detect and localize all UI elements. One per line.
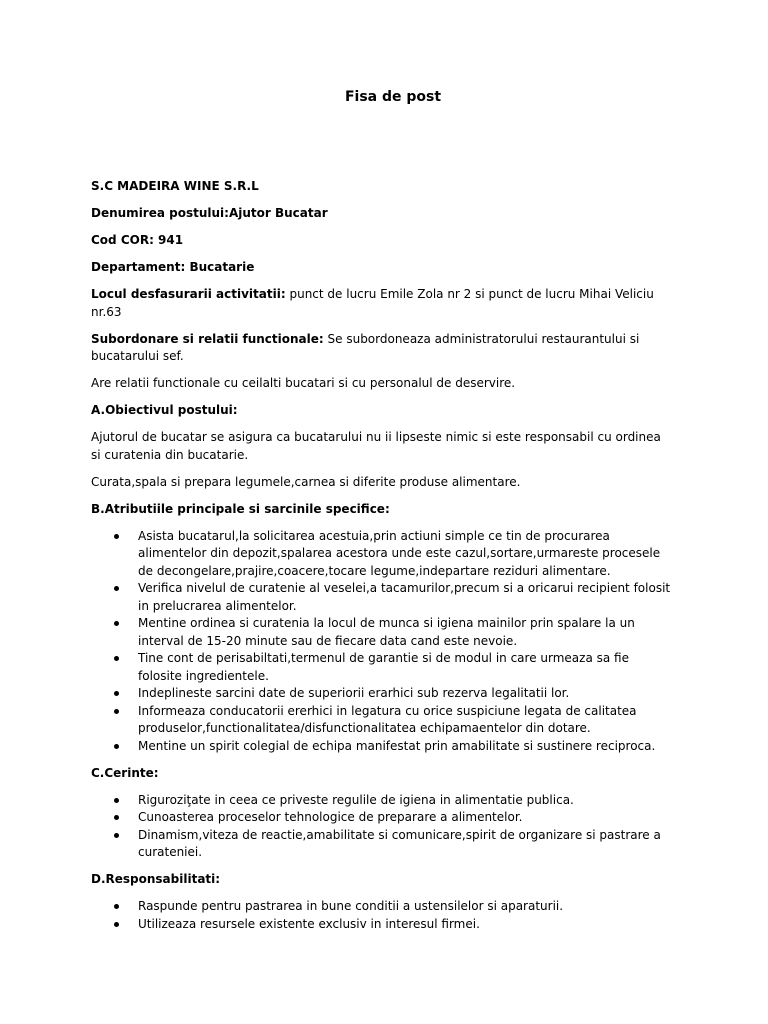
list-item-text: Tine cont de perisabiltati,termenul de garantie si de modul in care urmeaza sa fie folosite ingredientele. xyxy=(138,651,629,683)
bullet-icon xyxy=(114,709,119,714)
cod-cor-label: Cod COR: xyxy=(91,233,154,247)
company-name: S.C MADEIRA WINE S.R.L xyxy=(91,179,259,193)
list-item-text: Dinamism,viteza de reactie,amabilitate si comunicare,spirit de organizare si pastrare a curateniei. xyxy=(138,827,661,859)
list-item xyxy=(91,809,671,827)
bullet-icon xyxy=(114,833,119,838)
list-item-text: Riguroziţate in ceea ce priveste regulile de igiena in alimentatie publica. xyxy=(138,792,574,807)
list-item xyxy=(91,898,671,916)
bullet-icon xyxy=(114,904,119,909)
department-value: Bucatarie xyxy=(185,260,255,274)
job-title-label: Denumirea postului: xyxy=(91,206,229,220)
list-item xyxy=(91,792,671,810)
list-item-text: Mentine ordinea si curatenia la locul de munca si igiena mainilor prin spalare la un interval de 15-20 minute sau de fiecare data cand este nevoie. xyxy=(138,616,635,648)
section-b-list xyxy=(91,528,671,756)
document-title: Fisa de post xyxy=(344,89,442,105)
section-d-list xyxy=(91,898,671,933)
section-b-heading: B.Atributiile principale si sarcinile specifice: xyxy=(91,501,390,516)
bullet-icon xyxy=(114,922,119,927)
relations-paragraph: Are relatii functionale cu ceilalti bucatari si cu personalul de deservire. xyxy=(91,376,516,390)
job-title-line xyxy=(91,205,671,223)
list-item-text: Informeaza conducatorii ererhici in legatura cu orice suspiciune legata de calitatea produselor,functionalitatea/disfunctionalitatea echipamaentelor din dotare. xyxy=(138,703,637,735)
bullet-icon xyxy=(114,621,119,626)
location-line xyxy=(91,286,671,321)
job-title-value: Ajutor Bucatar xyxy=(228,206,328,220)
document-body xyxy=(91,178,671,943)
subordination-value: Se subordoneaza administratorului restaurantului si bucatarului sef. xyxy=(91,331,640,363)
section-c-list xyxy=(91,792,671,862)
subordination-line xyxy=(91,331,671,366)
section-d-heading: D.Responsabilitati: xyxy=(91,872,221,886)
cod-cor-line xyxy=(91,232,671,250)
department-label: Departament: xyxy=(91,260,186,274)
section-a-paragraph: Ajutorul de bucatar se asigura ca bucatarului nu ii lipseste nimic si este responsabil cu ordinea si curatenia din bucatarie. xyxy=(91,430,661,462)
bullet-icon xyxy=(114,815,119,820)
list-item-text: Raspunde pentru pastrarea in bune conditii a ustensilelor si aparaturii. xyxy=(138,899,564,913)
subordination-label: Subordonare si relatii functionale: xyxy=(91,331,324,346)
list-item xyxy=(91,827,671,862)
list-item-text: Indeplineste sarcini date de superiorii erarhici sub rezerva legalitatii lor. xyxy=(138,686,570,700)
location-value: punct de lucru Emile Zola nr 2 si punct de lucru Mihai Veliciu nr.63 xyxy=(91,287,654,319)
cod-cor-value: 941 xyxy=(153,233,184,247)
list-item xyxy=(91,738,671,756)
list-item-text: Utilizeaza resursele existente exclusiv in interesul firmei. xyxy=(138,916,480,931)
section-c-heading: C.Cerinte: xyxy=(91,765,159,780)
list-item xyxy=(91,703,671,738)
section-a-heading: A.Obiectivul postului: xyxy=(91,403,238,417)
list-item-text: Asista bucatarul,la solicitarea acestuia,prin actiuni simple ce tin de procurarea alimentelor din depozit,spalarea acestora unde este cazul,sortare,urmareste procesele de decongelare,prajire,coacere,tocare legume,indepartare reziduri alimentare. xyxy=(138,528,661,578)
list-item xyxy=(91,580,671,615)
list-item xyxy=(91,528,671,581)
list-item xyxy=(91,615,671,650)
bullet-icon xyxy=(114,586,119,591)
department-line xyxy=(91,259,671,277)
bullet-icon xyxy=(114,744,119,749)
bullet-icon xyxy=(114,656,119,661)
list-item xyxy=(91,916,671,934)
list-item-text: Verifica nivelul de curatenie al veselei,a tacamurilor,precum si a oricarui recipient folosit in prelucrarea alimentelor. xyxy=(138,581,671,613)
list-item xyxy=(91,650,671,685)
list-item xyxy=(91,685,671,703)
bullet-icon xyxy=(114,798,119,803)
list-item-text: Mentine un spirit colegial de echipa manifestat prin amabilitate si sustinere reciproca. xyxy=(138,738,656,753)
bullet-icon xyxy=(114,534,119,539)
section-a-paragraph: Curata,spala si prepara legumele,carnea si diferite produse alimentare. xyxy=(91,474,521,489)
list-item-text: Cunoasterea proceselor tehnologice de preparare a alimentelor. xyxy=(138,810,523,824)
location-label: Locul desfasurarii activitatii: xyxy=(91,287,286,301)
bullet-icon xyxy=(114,691,119,696)
